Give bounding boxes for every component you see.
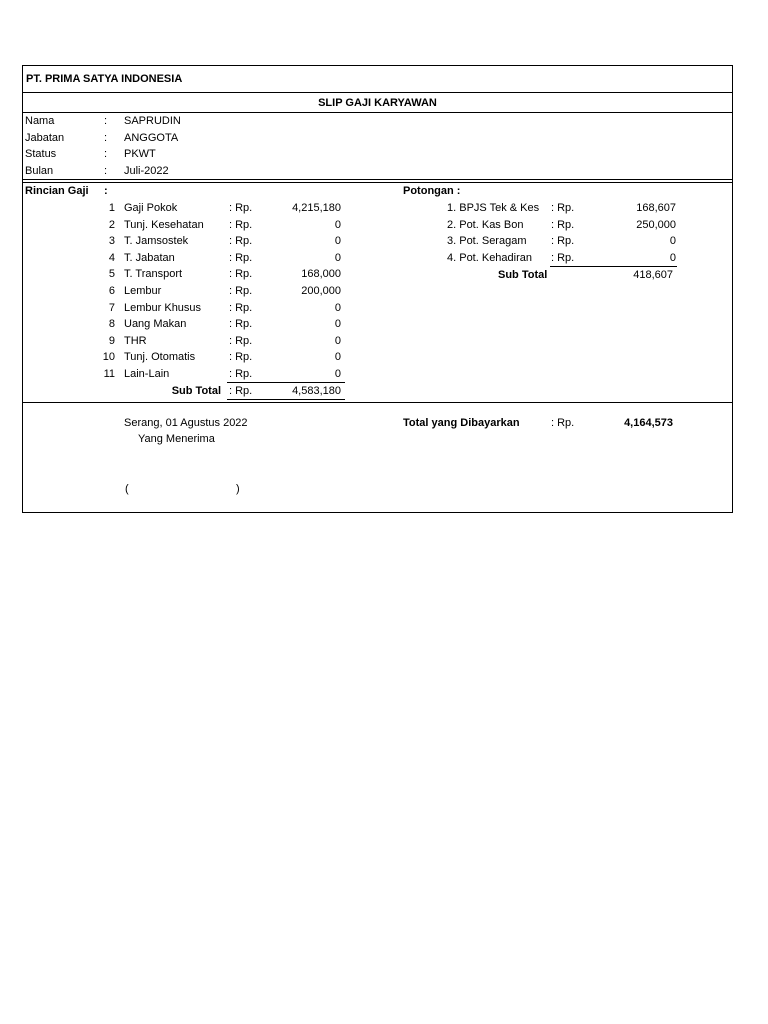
income-item-rp: : Rp. [229,202,253,214]
deduction-item-rp: : Rp. [551,235,575,247]
income-item-no: 3 [108,235,115,247]
deduction-item-name: 4. Pot. Kehadiran [447,252,533,264]
status-label: Status [25,148,57,160]
deduction-item-amount: 0 [669,235,676,247]
income-item-rp: : Rp. [229,219,253,231]
income-item-name: T. Transport [124,268,183,280]
nama-sep: : [104,115,108,127]
total-rp: : Rp. [551,417,575,429]
deductions-subtotal-amount: 418,607 [633,269,673,281]
bulan-value: Juli-2022 [124,165,169,177]
income-item-rp: : Rp. [229,285,253,297]
jabatan-label: Jabatan [25,132,65,144]
income-item-amount: 0 [334,219,341,231]
income-heading: Rincian Gaji [25,185,89,197]
income-item-no: 2 [108,219,115,231]
income-item-no: 5 [108,268,115,280]
income-item-name: Uang Makan [124,318,187,330]
deduction-item-amount: 0 [669,252,676,264]
income-item-no: 10 [102,351,115,363]
deduction-item-name: 2. Pot. Kas Bon [447,219,524,231]
nama-value: SAPRUDIN [124,115,181,127]
bulan-sep: : [104,165,108,177]
income-item-amount: 0 [334,351,341,363]
income-item-no: 11 [103,368,115,380]
deductions-subtotal-label: Sub Total [498,269,548,281]
income-subtotal-rp: : Rp. [229,385,253,397]
income-item-name: THR [124,335,147,347]
signature-open: ( [125,483,129,495]
divider [23,402,732,403]
income-item-name: Tunj. Kesehatan [124,219,204,231]
divider [23,182,732,183]
income-item-rp: : Rp. [229,268,253,280]
income-item-amount: 0 [334,318,341,330]
deduction-item-amount: 168,607 [636,202,676,214]
deduction-item-rp: : Rp. [551,219,575,231]
deduction-item-amount: 250,000 [636,219,676,231]
slip-title: SLIP GAJI KARYAWAN [318,97,437,109]
company-name: PT. PRIMA SATYA INDONESIA [26,73,183,85]
subtotal-line [550,266,677,267]
income-item-rp: : Rp. [229,235,253,247]
income-item-name: T. Jabatan [124,252,175,264]
income-item-amount: 0 [334,235,341,247]
income-item-rp: : Rp. [229,368,253,380]
income-heading-sep: : [104,185,108,197]
income-item-name: Gaji Pokok [124,202,178,214]
income-item-amount: 200,000 [301,285,341,297]
income-item-amount: 4,215,180 [292,202,341,214]
income-item-no: 7 [108,302,115,314]
income-item-name: T. Jamsostek [124,235,189,247]
deduction-item-name: 1. BPJS Tek & Kes [447,202,540,214]
bulan-label: Bulan [25,165,54,177]
deduction-item-name: 3. Pot. Seragam [447,235,527,247]
income-item-no: 1 [108,202,115,214]
divider [23,92,732,93]
salary-slip [22,65,733,513]
total-amount: 4,164,573 [624,417,673,429]
income-item-amount: 0 [334,368,341,380]
income-subtotal-amount: 4,583,180 [292,385,341,397]
income-item-name: Lembur [124,285,162,297]
status-sep: : [104,148,108,160]
receiver-label: Yang Menerima [138,433,215,445]
jabatan-sep: : [104,132,108,144]
income-item-name: Lembur Khusus [124,302,202,314]
subtotal-line [227,399,345,400]
deductions-heading: Potongan : [403,185,461,197]
subtotal-line [227,382,345,383]
income-item-amount: 168,000 [301,268,341,280]
total-label: Total yang Dibayarkan [403,417,520,429]
income-item-rp: : Rp. [229,335,253,347]
divider [23,179,732,180]
deduction-item-rp: : Rp. [551,202,575,214]
status-value: PKWT [124,148,156,160]
divider [23,112,732,113]
income-item-no: 6 [108,285,115,297]
jabatan-value: ANGGOTA [124,132,179,144]
income-item-no: 4 [108,252,115,264]
income-item-no: 9 [108,335,115,347]
income-item-rp: : Rp. [229,351,253,363]
signature-close: ) [236,483,240,495]
income-item-name: Tunj. Otomatis [124,351,196,363]
income-item-amount: 0 [334,335,341,347]
income-subtotal-label: Sub Total [171,385,221,397]
income-item-no: 8 [108,318,115,330]
income-item-amount: 0 [334,252,341,264]
place-date: Serang, 01 Agustus 2022 [124,417,248,429]
nama-label: Nama [25,115,55,127]
deduction-item-rp: : Rp. [551,252,575,264]
income-item-name: Lain-Lain [124,368,170,380]
income-item-rp: : Rp. [229,302,253,314]
income-item-rp: : Rp. [229,318,253,330]
income-item-rp: : Rp. [229,252,253,264]
income-item-amount: 0 [334,302,341,314]
